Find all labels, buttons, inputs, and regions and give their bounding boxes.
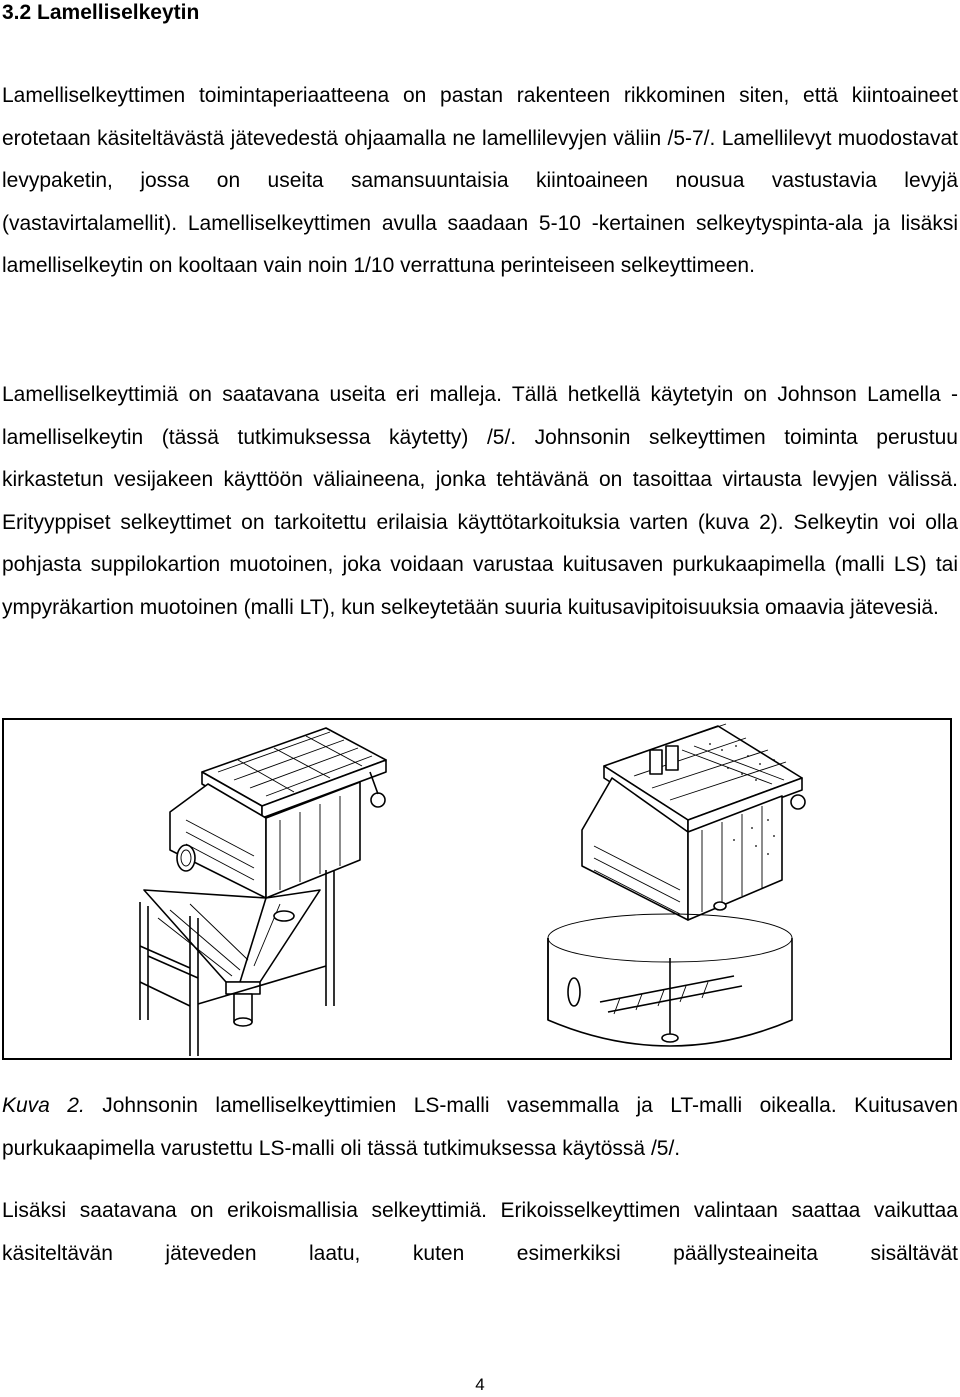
lt-model-drawing <box>522 720 822 1058</box>
section-heading <box>2 0 199 26</box>
figure-caption <box>2 1085 958 1170</box>
caption-text: Johnsonin lamelliselkeyttimien LS-malli vasemmalla ja LT-malli oikealla. Kuitusaven purkukaapimella varustettu LS-malli oli tässä tutkimuksessa käytössä /5/. <box>2 1094 958 1160</box>
caption-label: Kuva 2. <box>2 1094 85 1117</box>
paragraph-1: Lamelliselkeyttimen toimintaperiaatteena on pastan rakenteen rikkominen siten, että kiintoaineet erotetaan käsiteltävästä jätevedestä ohjaamalla ne lamellilevyjen väliin /5-7/. Lamellilevyt muodostavat levypaketin, jossa on useita samansuuntaisia kiintoaineen nousua vastustavia levyjä (vastavirtalamellit). Lamelliselkeyttimen avulla saadaan 5-10 -kertainen selkeytyspinta-ala ja lisäksi lamelliselkeytin on kooltaan vain noin 1/10 verrattuna perinteiseen selkeyttimeen. <box>2 84 958 278</box>
page-number: 4 <box>475 1375 485 1394</box>
paragraph-3: Lisäksi saatavana on erikoismallisia selkeyttimiä. Erikoisselkeyttimen valintaan saattaa vaikuttaa käsiteltävän jäteveden laatu, kuten esimerkiksi päällysteaineita sisältävät <box>2 1199 958 1265</box>
ls-model-drawing <box>130 720 400 1058</box>
section-number: 3.2 <box>2 1 32 24</box>
figure-lamella-clarifiers <box>2 718 952 1060</box>
paragraph-2: Lamelliselkeyttimiä on saatavana useita eri malleja. Tällä hetkellä käytetyin on Johnson Lamella -lamelliselkeytin (tässä tutkimuksessa käytetty) /5/. Johnsonin selkeyttimen toiminta perustuu kirkastetun vesijakeen käyttöön väliaineena, jonka tehtävänä on tasoittaa virtausta levyjen välissä. Erityyppiset selkeyttimet on tarkoitettu erilaisia käyttötarkoituksia varten (kuva 2). Selkeytin voi olla pohjasta suppilokartion muotoinen, joka voidaan varustaa kuitusaven purkukaapimella (malli LS) tai ympyräkartion muotoinen (malli LT), kun selkeytetään suuria kuitusavipitoisuuksia omaavia jätevesiä. <box>2 383 958 619</box>
section-title: Lamelliselkeytin <box>37 1 200 24</box>
